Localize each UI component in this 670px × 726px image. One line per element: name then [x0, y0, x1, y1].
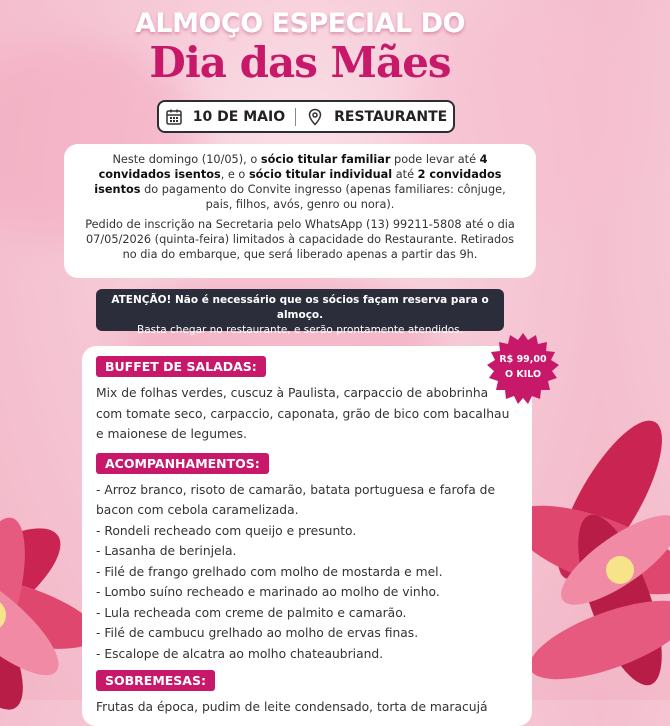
menu-card	[82, 346, 532, 726]
intro-highlight: 4 convidados isentos	[98, 153, 488, 181]
price-value: R$ 99,00	[499, 354, 547, 365]
intro-paragraph-registration: Pedido de inscrição na Secretaria pelo WhatsApp (13) 99211-5808 até o dia 07/05/2026 (quinta-feira) limitados à capacidade do Restaurante. Retirados no dia do embarque, que será liberado apenas a partir das 9h.	[85, 218, 515, 261]
salads-section-label: BUFFET DE SALADAS:	[96, 356, 266, 377]
list-item: - Lasanha de berinjela.	[96, 544, 237, 558]
title-top: ALMOÇO ESPECIAL DO	[135, 8, 465, 39]
sides-section-label: ACOMPANHAMENTOS:	[96, 453, 269, 474]
list-item: - Lula recheada com creme de palmito e camarão.	[96, 605, 407, 620]
date-location-pill	[157, 100, 455, 133]
intro-text: pode levar até	[390, 153, 480, 166]
list-item: - Escalope de alcatra ao molho chateaubriand.	[96, 646, 384, 661]
list-item: - Rondeli recheado com queijo e presunto.	[96, 523, 357, 538]
intro-paragraph-guests	[80, 152, 520, 212]
event-location: RESTAURANTE	[334, 108, 448, 125]
desserts-text: Frutas da época, pudim de leite condensado, torta de maracujá	[96, 700, 488, 714]
salads-text: Mix de folhas verdes, cuscuz à Paulista, carpaccio de abobrinha com tomate seco, carpaccio, caponata, grão de bico com bacalhau e maionese de legumes.	[96, 386, 510, 441]
sides-list	[96, 480, 516, 665]
price-unit: O KILO	[504, 369, 542, 380]
attention-subtitle: Basta chegar no restaurante, e serão prontamente atendidos.	[137, 324, 463, 336]
intro-text: , e o	[220, 168, 249, 181]
list-item: - Filé de frango grelhado com molho de mostarda e mel.	[96, 564, 443, 579]
intro-highlight: sócio titular individual	[248, 168, 393, 181]
attention-banner	[96, 289, 504, 336]
intro-text: Neste domingo (10/05), o	[112, 153, 261, 166]
attention-title: ATENÇÃO! Não é necessário que os sócios façam reserva para o almoço.	[111, 294, 489, 321]
location-pin-icon	[306, 108, 324, 126]
event-date: 10 DE MAIO	[192, 108, 286, 125]
intro-text: do pagamento do Convite ingresso (apenas familiares: cônjuge, pais, filhos, avós, genro ou nora).	[140, 183, 506, 211]
intro-highlight: 2 convidados isentos	[94, 168, 502, 196]
calendar-icon	[165, 108, 183, 126]
list-item: - Lombo suíno recheado e marinado ao molho de vinho.	[96, 585, 440, 599]
intro-text: até	[392, 168, 418, 181]
title-script: Dia das Mães	[149, 38, 451, 87]
pill-divider	[295, 108, 296, 126]
intro-card	[64, 144, 536, 278]
list-item: - Filé de cambucu grelhado ao molho de ervas finas.	[96, 626, 419, 640]
intro-highlight: sócio titular familiar	[260, 153, 391, 166]
price-badge-text	[486, 352, 560, 382]
list-item: - Arroz branco, risoto de camarão, batata portuguesa e farofa de bacon com cebola caramelizada.	[96, 482, 496, 517]
desserts-section-label: SOBREMESAS:	[96, 670, 215, 691]
